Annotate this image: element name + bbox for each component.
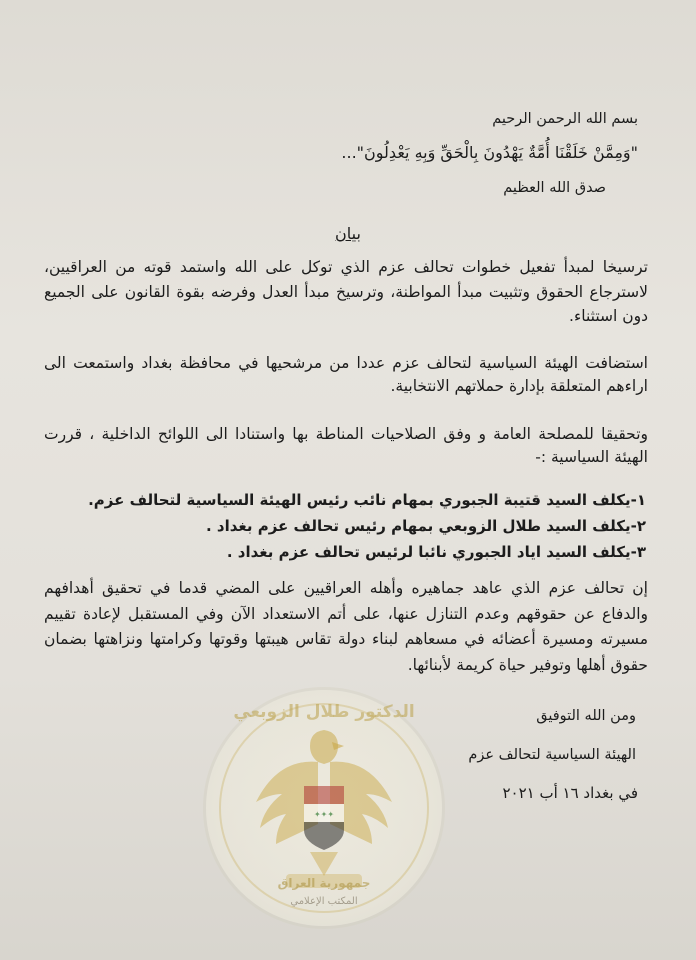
basmala: بسم الله الرحمن الرحيم	[492, 111, 638, 127]
decision-item-2: ٢-يكلف السيد طلال الزوبعي بمهام رئيس تحالف عزم بغداد .	[205, 517, 646, 535]
official-seal	[206, 690, 442, 926]
seal-office-text: المكتب الإعلامي	[290, 896, 358, 907]
paragraph-decision-intro: وتحقيقا للمصلحة العامة و وفق الصلاحيات المناطة بها واستنادا الى اللوائح الداخلية ، قررت الهيئة السياسية :-	[44, 425, 648, 466]
decision-item-3: ٣-يكلف السيد اياد الجبوري نائبا لرئيس تحالف عزم بغداد .	[226, 543, 646, 561]
paragraph-closing: إن تحالف عزم الذي عاهد جماهيره وأهله العراقيين على المضي قدما في تحقيق أهدافهم والدفاع عن حقوقهم وعدم التنازل عنها، على أتم الاستعداد الآن وفي المستقبل لإعادة تقييم مسيرته ومسيرة أعضائه في مسعاهم لبناء دولة تقاس هيبتها وقوتها وكرامتها ونزاهتها بضمان حقوق أهلها وتوفير حياة كريمة لأبنائها.	[44, 579, 648, 674]
seal-bottom-text: جمهورية العراق	[277, 876, 371, 890]
signatory: الهيئة السياسية لتحالف عزم	[468, 747, 636, 763]
quran-verse: "وَمِمَّنْ خَلَقْنَا أُمَّةٌ يَهْدُونَ بِالْحَقِّ وَبِهِ يَعْدِلُونَ"...	[341, 143, 638, 162]
svg-text:✦✦✦: ✦✦✦	[313, 810, 335, 819]
decision-item-1: ١-يكلف السيد قتيبة الجبوري بمهام نائب رئيس الهيئة السياسية لتحالف عزم.	[88, 491, 646, 509]
document-date: في بغداد ١٦ أب ٢٠٢١	[502, 784, 638, 802]
closing-tawfiq: ومن الله التوفيق	[536, 708, 636, 724]
paragraph-hosting: استضافت الهيئة السياسية لتحالف عزم عددا من مرشحيها في محافظة بغداد واستمعت الى اراءهم المتعلقة بإدارة حملاتهم الانتخابية.	[44, 354, 648, 395]
statement-title: بيان	[335, 224, 361, 243]
paragraph-intro: ترسيخا لمبدأ تفعيل خطوات تحالف عزم الذي توكل على الله واستمد قوته من العراقيين، لاسترجاع الحقوق وتثبيت مبدأ المواطنة، وترسيخ مبدأ العدل وفرضه بقوة القانون على الجميع دون استثناء.	[44, 258, 648, 325]
sadaqa-line: صدق الله العظيم	[503, 180, 606, 196]
seal-top-text: الدكتور طلال الزوبعي	[233, 702, 415, 722]
eagle-emblem-icon	[206, 690, 442, 926]
